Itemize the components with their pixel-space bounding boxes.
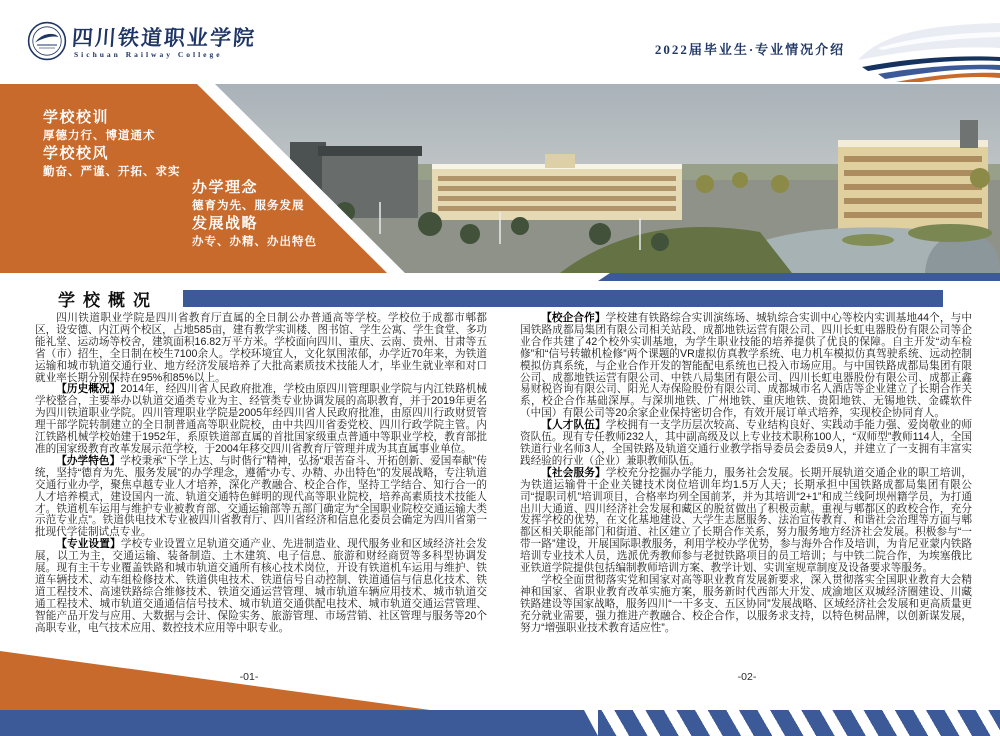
paragraph-label: 【历史概况】 <box>56 383 121 396</box>
right-column <box>520 313 972 634</box>
paragraph-text: 学校拥有一支学历层次较高、专业结构良好、实践动手能力强、爱岗敬业的师资队伍。现有专任教师232人，其中副高级及以上专业技术职称100人，“双师型”教师114人，全国铁道行业名师3人，全国铁路及轨道交通行业教学指导委员会委员9人，并建立了一支拥有丰富实践经验的行业（企业）兼职教师队伍。 <box>520 419 973 467</box>
paragraph-service <box>520 468 972 575</box>
paragraph-majors <box>35 539 487 634</box>
section-title: 学校概况 <box>58 291 158 310</box>
paragraph-intro <box>35 313 487 384</box>
college-name-en: Sichuan Railway College <box>74 50 223 59</box>
edition-title: 2022届毕业生·专业情况介绍 <box>654 42 846 57</box>
page-number-right: -02- <box>737 671 757 683</box>
philosophy-text: 德育为先、服务发展 <box>192 200 305 212</box>
motto-text: 厚德力行、博道通术 <box>43 130 156 142</box>
photo-underline-band <box>598 273 1000 281</box>
paragraph-label: 【校企合作】 <box>541 312 606 324</box>
paragraph-features <box>35 456 487 539</box>
strategy-text: 办专、办精、办出特色 <box>192 236 317 248</box>
left-column <box>35 313 487 634</box>
paragraph-text: 学校秉承“下学上达、与时偕行”精神，弘扬“艰苦奋斗、开拓创新、爱国奉献”传统，坚持“德育为先、服务发展”的办学理念，遵循“办专、办精、办出特色”的发展战略，专注轨道交通行业办学，聚焦卓越专业人才培养，深化产教融合、校企合作，坚持工学结合、知行合一的人才培养模式，建设国内一流、轨道交通特色鲜明的现代高等职业院校，培养高素质技术技能人才。铁道机车运用与维护专业被教育部、交通运输部等五部门确定为“全国职业院校交通运输大类示范专业点”。铁道供电技术专业被四川省教育厅、四川省经济和信息化委员会确定为四川省第一批现代学徒制试点专业。 <box>35 454 488 539</box>
college-name: 四川铁道职业学院 <box>71 26 257 50</box>
ethos-text: 勤奋、严谨、开拓、求实 <box>43 166 181 178</box>
page-header <box>0 0 1000 84</box>
paragraph-text: 2014年，经四川省人民政府批准，学校由原四川管理职业学院与内江铁路机械学校整合，主要举办以轨道交通类专业为主、经管类专业协调发展的高职教育，并于2019年更名为四川铁道职业学院。四川管理职业学院是2005年经四川省人民政府批准，由原四川行政财贸管理干部学院转制建立的全日制普通高等职业院校，由中共四川省委党校、四川行政学院主管。内江铁路机械学校始建于1952年，系原铁道部直属的首批国家级重点普通中等职业学校，教育部批准的国家级教育改革发展示范学校，于2004年移交四川省教育厅管理并成为其直属事业单位。 <box>35 383 487 455</box>
bottom-band <box>0 710 598 736</box>
philosophy-label: 办学理念 <box>192 179 259 196</box>
orange-triangle <box>0 651 430 710</box>
motto-label: 学校校训 <box>43 109 110 126</box>
paragraph-cooperation <box>520 313 972 420</box>
paragraph-history <box>35 384 487 455</box>
paragraph-label: 【社会服务】 <box>541 466 606 479</box>
paragraph-outlook <box>520 575 972 635</box>
paragraph-label: 【办学特色】 <box>56 454 121 467</box>
bottom-stripes <box>598 710 1000 736</box>
college-emblem-icon <box>27 21 67 61</box>
hero-banner <box>0 84 1000 273</box>
strategy-label: 发展战略 <box>192 215 259 232</box>
page-number-left: -01- <box>239 671 259 683</box>
section-title-band <box>183 290 943 307</box>
paragraph-text: 学校建有铁路综合实训演练场、城轨综合实训中心等校内实训基地44个，与中国铁路成都局集团有限公司相关站段、成都地铁运营有限公司、四川长虹电器股份有限公司等企业合作共建了42个校外实训基地，为学生职业技能的培养提供了优良的保障。自主开发“动车检修”和“信号转辙机检修”两个课题的VR虚拟仿真教学系统、电力机车模拟仿真驾驶系统、远动控制模拟仿真系统，与企业合作开发的智能配电系统也已投入市场应用。与中国铁路成都局集团有限公司、成都地铁运营有限公司、中铁八局集团有限公司、四川长虹电器股份有限公司、成都正鑫易财税咨询有限公司、阳光人寿保险股份有限公司、成都城市名人酒店等企业建立了长期合作关系，校企合作基础深厚。与深圳地铁、广州地铁、重庆地铁、贵阳地铁、无锡地铁、金碟软件（中国）有限公司等20余家企业保持密切合作，有效开展订单式培养，实现校企协同育人。 <box>520 312 973 420</box>
paragraph-text: 学校全面贯彻落实党和国家对高等职业教育发展新要求，深入贯彻落实全国职业教育大会精神和国家、省职业教育改革实施方案，服务新时代西部大开发、成渝地区双城经济圈建设、川藏铁路建设等国家战略，服务四川“一干多支、五区协同”发展战略、区域经济社会发展和更高质量更充分就业需要，强力推进产教融合、校企合作，以服务求支持，以特色树品牌，以创新谋发展，努力“增强职业技术教育适应性”。 <box>520 573 972 634</box>
paragraph-faculty <box>520 420 972 468</box>
paragraph-text: 学校充分挖掘办学能力，服务社会发展。长期开展轨道交通企业的职工培训，为铁道运输骨干企业关键技术岗位培训年均1.5万人天；长期承担中国铁路成都局集团有限公司“提职司机”培训项目，合格率均列全国前茅，并为其培训“2+1”和成兰线阿坝州籍学员，为打通出川大通道、四川经济社会发展和藏区的脱贫做出了积极贡献。重视与郫都区的政校合作，充分发挥学校的优势，在文化基地建设、大学生志愿服务、法治宣传教育、和谐社会治理等方面与郫都区相关职能部门和街道、社区建立了长期合作关系，努力服务地方经济社会发展。积极参与“一带一路”建设，开展国际职教服务，利用学校办学优势，参与海外合作及培训，为肯尼亚蒙内铁路培训专业技术人员，选派优秀教师参与老挝铁路项目的员工培训；与中铁二院合作，为埃塞俄比亚铁道学院提供包括编制教师培训方案、教学计划、实训室规章制度及设备要求等服务。 <box>520 466 973 575</box>
paragraph-label: 【专业设置】 <box>56 538 121 551</box>
paragraph-text: 学校专业设置立足轨道交通产业、先进制造业、现代服务业和区域经济社会发展，以工为主，交通运输、装备制造、土木建筑、电子信息、旅游和财经商贸等多科型协调发展。现有主干专业覆盖铁路和城市轨道交通所有核心技术岗位，开设有铁道机车运用与维护、铁道车辆技术、动车组检修技术、铁道供电技术、铁道信号自动控制、铁道通信与信息化技术、铁道工程技术、高速铁路综合维修技术、铁道交通运营管理、城市轨道车辆应用技术、城市轨道交通工程技术、城市轨道交通通信信号技术、城市轨道交通供配电技术、城市轨道交通运营管理、智能产品开发与应用、大数据与会计、保险实务、旅游管理、市场营销、社区管理与服务等20个高职专业，电气技术应用、数控技术应用等中职专业。 <box>35 538 488 634</box>
paragraph-text: 四川铁道职业学院是四川省教育厅直属的全日制公办普通高等学校。学校位于成都市郫都区，设安德、内江两个校区，占地585亩，建有教学实训楼、图书馆、学生公寓、学生食堂、多功能礼堂、运动场等校舍，建筑面积16.82万平方米。学校面向四川、重庆、云南、贵州、甘肃等五省（市）招生，全日制在校生7100余人。学校环境宜人，文化氛围浓郁，办学近70年来，为铁道运输和城市轨道交通行业、地方经济发展培养了大批高素质技术技能人才，毕业生就业率和对口就业率长期分别保持在95%和85%以上。 <box>35 312 488 384</box>
paragraph-label: 【人才队伍】 <box>541 419 606 432</box>
ethos-label: 学校校风 <box>43 145 110 162</box>
train-illustration-icon <box>852 20 1000 82</box>
